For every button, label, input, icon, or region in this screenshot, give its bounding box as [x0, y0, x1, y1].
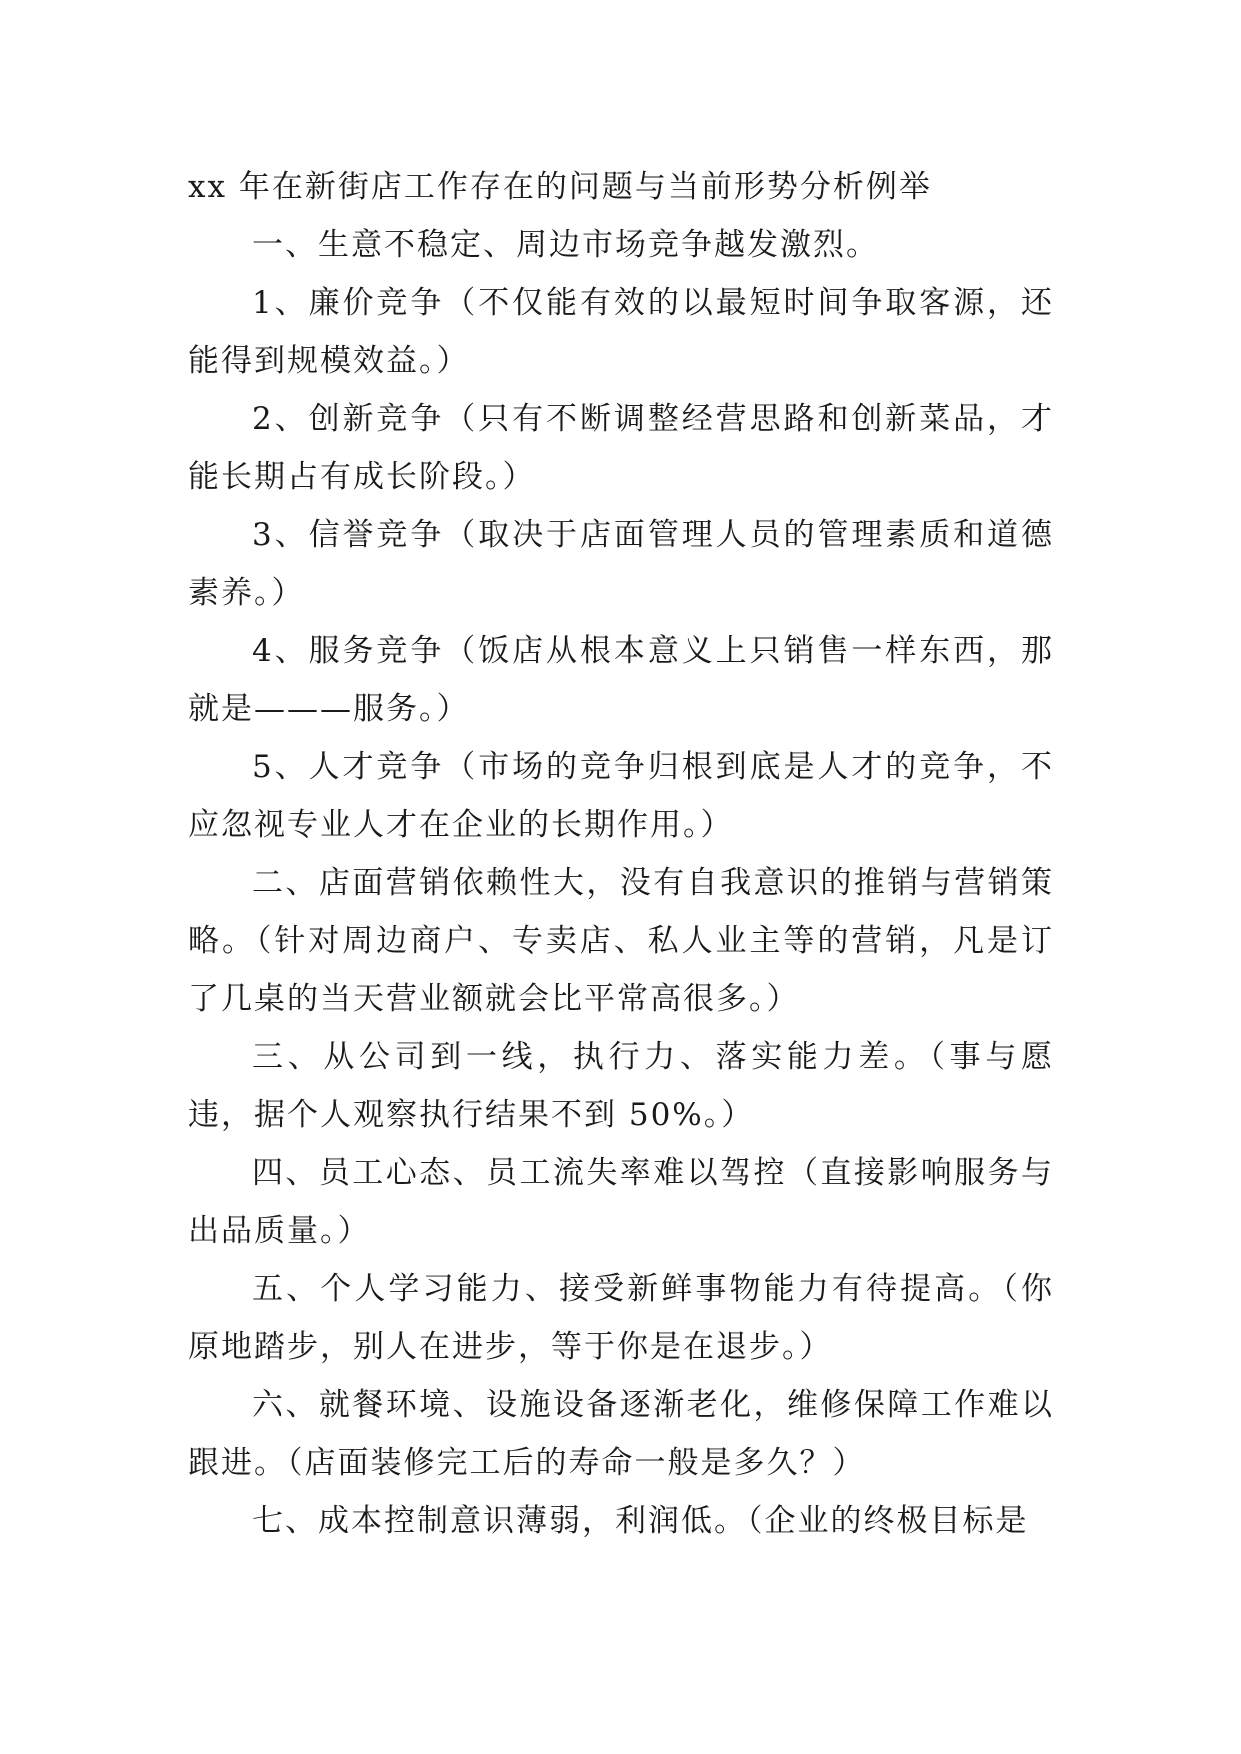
document-title: xx 年在新街店工作存在的问题与当前形势分析例举 — [188, 169, 932, 205]
paragraph-item-1: 1、廉价竞争（不仅能有效的以最短时间争取客源，还能得到规模效益。） — [188, 285, 1054, 379]
document-body — [188, 158, 1054, 1550]
paragraph-section-6: 六、就餐环境、设施设备逐渐老化，维修保障工作难以跟进。（店面装修完工后的寿命一般是多久？） — [188, 1387, 1054, 1481]
paragraph-item-3: 3、信誉竞争（取决于店面管理人员的管理素质和道德素养。） — [188, 517, 1054, 611]
paragraph-item-2: 2、创新竞争（只有不断调整经营思路和创新菜品，才能长期占有成长阶段。） — [188, 401, 1054, 495]
paragraph-section-1: 一、生意不稳定、周边市场竞争越发激烈。 — [252, 227, 879, 263]
paragraph-section-2: 二、店面营销依赖性大，没有自我意识的推销与营销策略。（针对周边商户、专卖店、私人业主等的营销，凡是订了几桌的当天营业额就会比平常高很多。） — [188, 865, 1054, 1017]
paragraph-item-4: 4、服务竞争（饭店从根本意义上只销售一样东西，那就是———服务。） — [188, 633, 1054, 727]
paragraph-section-7: 七、成本控制意识薄弱，利润低。（企业的终极目标是 — [252, 1503, 1029, 1539]
paragraph-item-5: 5、人才竞争（市场的竞争归根到底是人才的竞争，不应忽视专业人才在企业的长期作用。） — [188, 749, 1054, 843]
paragraph-section-5: 五、个人学习能力、接受新鲜事物能力有待提高。（你原地踏步，别人在进步，等于你是在退步。） — [188, 1271, 1054, 1365]
paragraph-section-4: 四、员工心态、员工流失率难以驾控（直接影响服务与出品质量。） — [188, 1155, 1054, 1249]
paragraph-section-3: 三、从公司到一线，执行力、落实能力差。（事与愿违，据个人观察执行结果不到 50%。） — [188, 1039, 1054, 1133]
